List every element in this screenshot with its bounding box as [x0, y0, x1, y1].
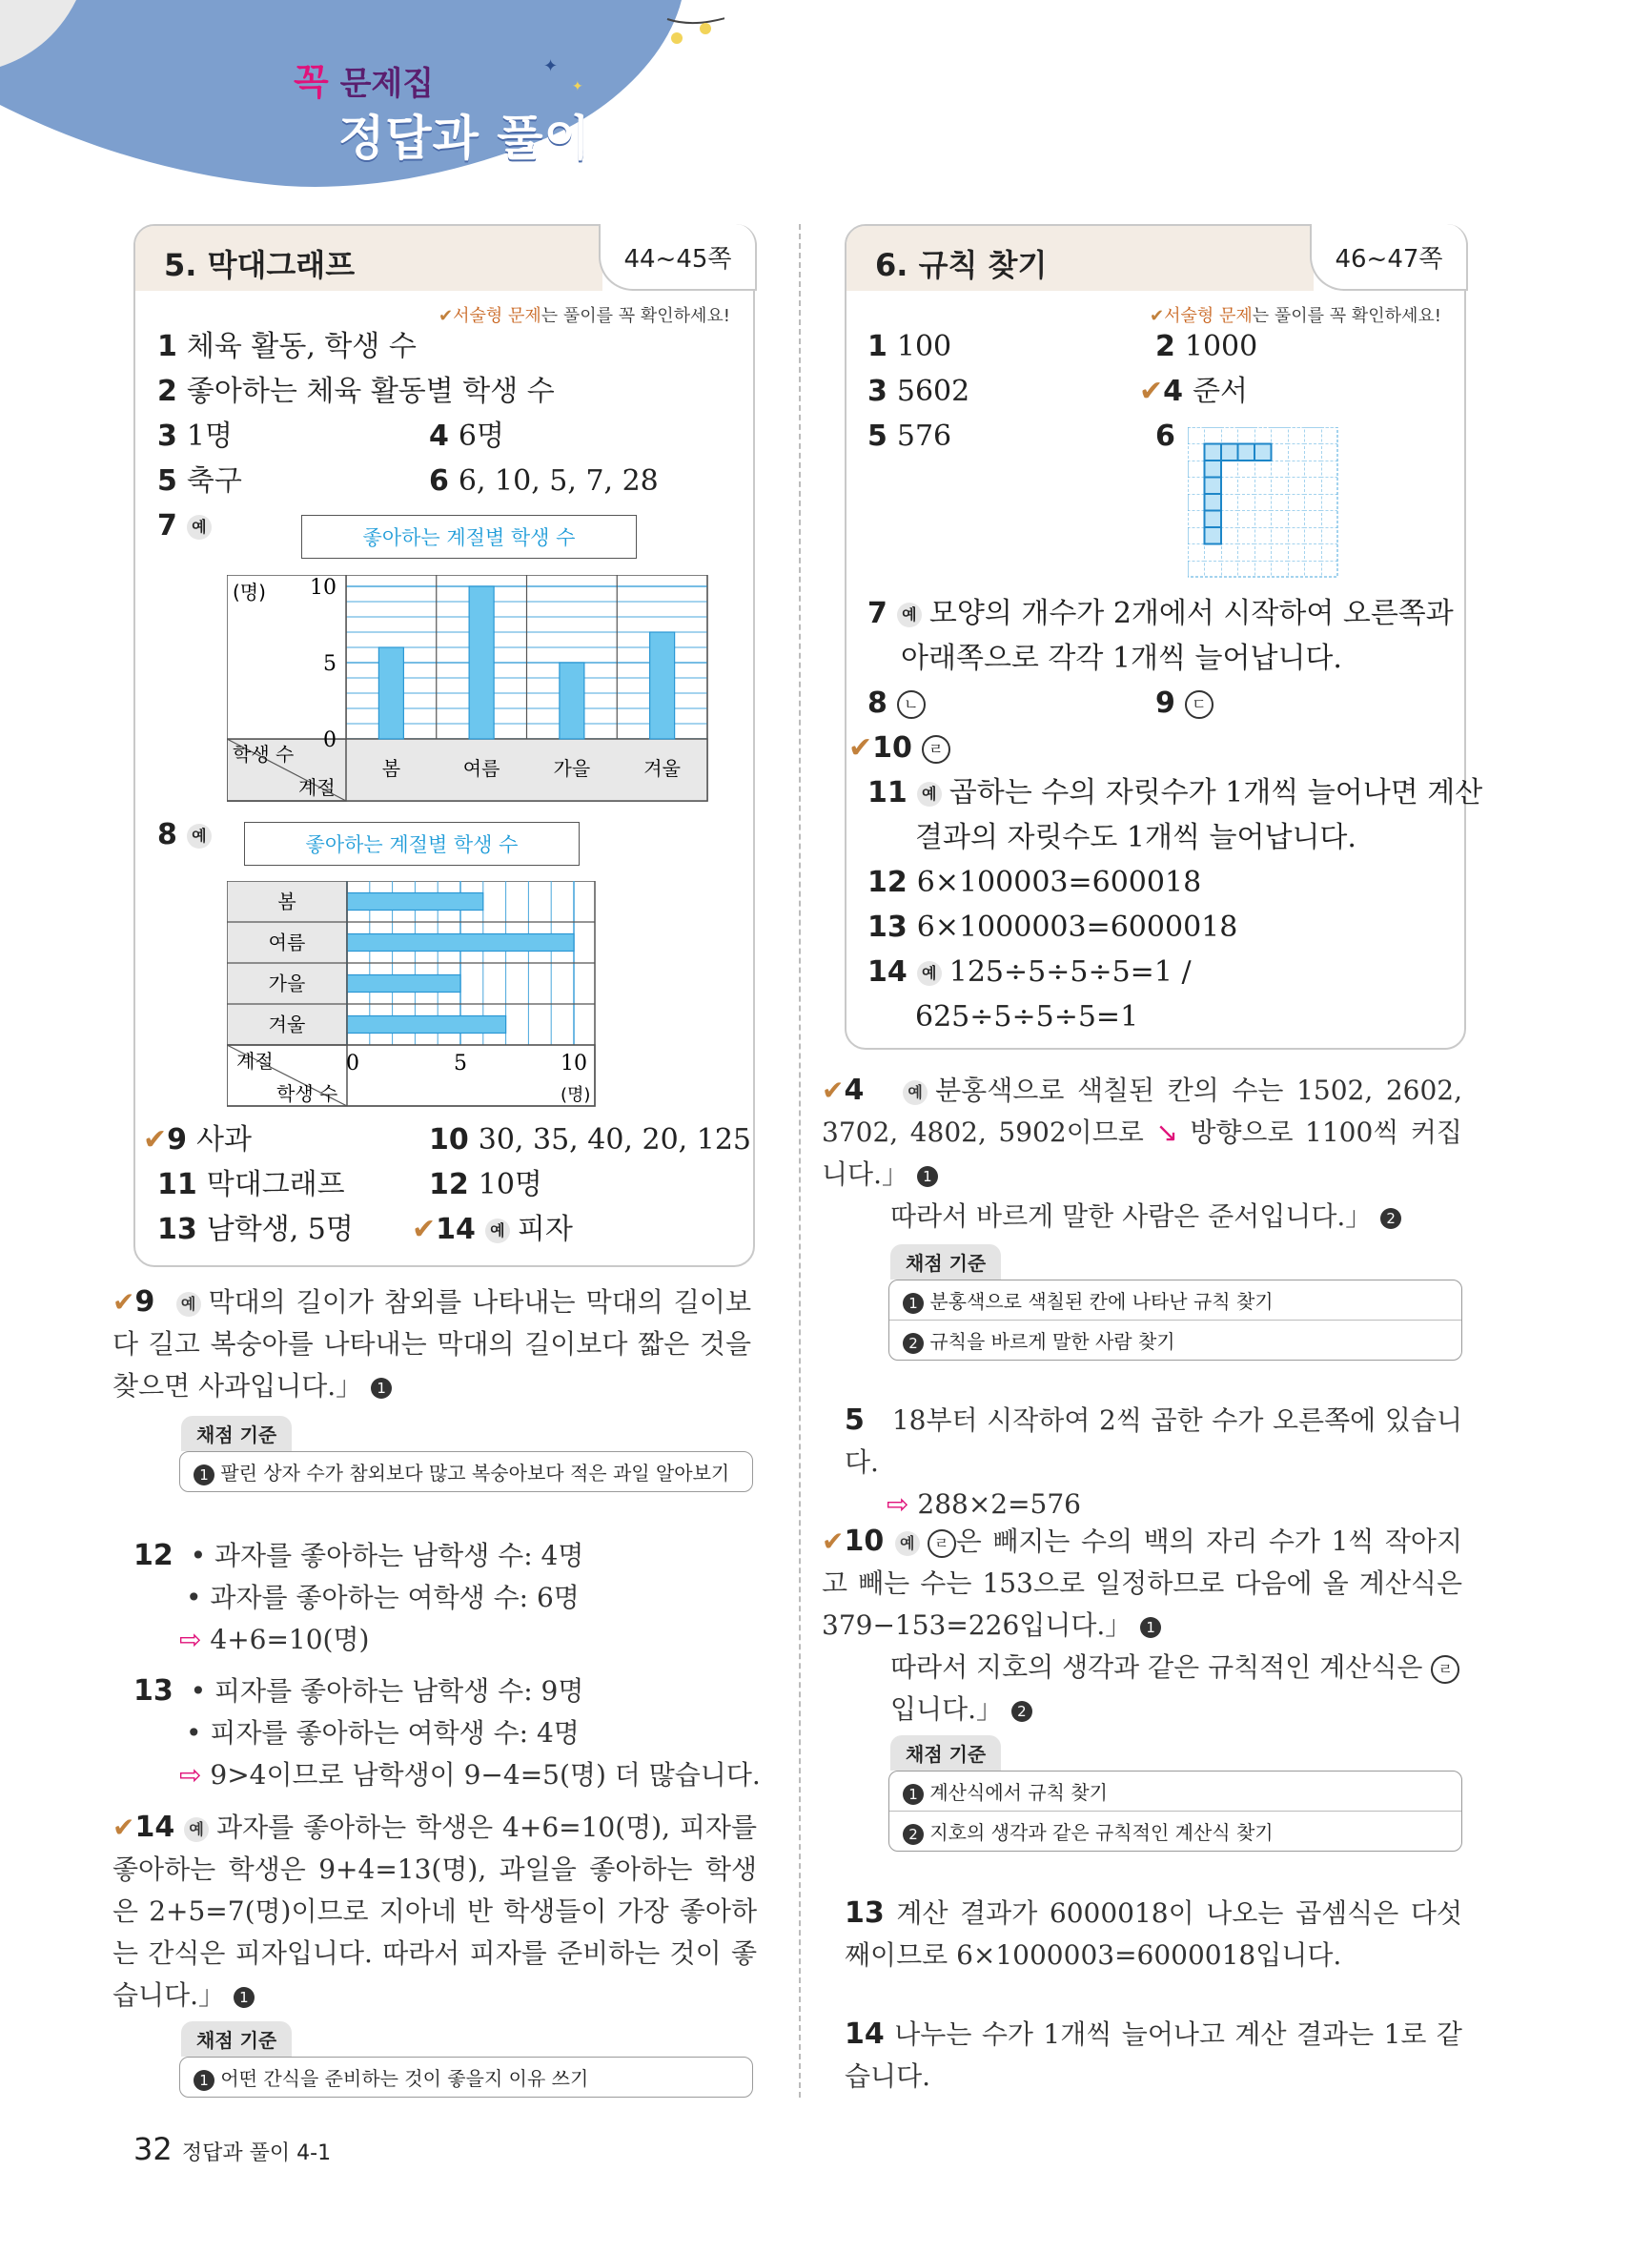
rubric-9: 1 팔린 상자 수가 참외보다 많고 복숭아보다 적은 과일 알아보기: [179, 1451, 753, 1492]
bar: [650, 632, 675, 739]
bar: [378, 647, 403, 739]
answer-1: 1 체육 활동, 학생 수: [157, 330, 417, 363]
bar-chart-vertical: [227, 575, 709, 804]
box-title: 5. 막대그래프: [164, 247, 356, 283]
r-solution-14: 14 나누는 수가 1개씩 늘어나고 계산 결과는 1로 같습니다.: [845, 2017, 1462, 2092]
answer-14: ✔14 예 피자: [412, 1213, 573, 1246]
category-label: 여름: [268, 931, 306, 954]
page-range: 46~47쪽: [1310, 224, 1468, 291]
bar-chart-horizontal: [227, 881, 599, 1110]
r-answer-14: 14 예 125÷5÷5÷5=1 /: [867, 955, 1192, 989]
r-answer-11-cont: 결과의 자릿수도 1개씩 늘어납니다.: [915, 821, 1356, 854]
chart1-corner-bottom: 계절: [298, 776, 336, 799]
category-label: 여름: [462, 757, 500, 780]
r-answer-6: 6: [1155, 420, 1175, 453]
answer-12: 12 10명: [429, 1168, 542, 1201]
solution-12: 12 • 과자를 좋아하는 남학생 수: 4명 • 과자를 좋아하는 여학생 수: 6명 ⇨ 4+6=10(명): [133, 1539, 584, 1655]
page-footer: [133, 2131, 331, 2167]
page-range: 44~45쪽: [599, 224, 757, 291]
category-label: 봄: [381, 757, 401, 780]
r-answer-5: 5 576: [867, 420, 952, 453]
bar: [560, 663, 584, 739]
essay-note: ✔서술형 문제는 풀이를 꼭 확인하세요!: [438, 306, 731, 326]
rubric-label-r10: 채점 기준: [890, 1735, 1001, 1771]
category-label: 겨울: [268, 1013, 306, 1036]
tick-label: 5: [454, 1052, 467, 1075]
chart2-title: 좋아하는 계절별 학생 수: [244, 822, 580, 866]
rubric-label-14: 채점 기준: [181, 2021, 292, 2057]
solution-13: 13 • 피자를 좋아하는 남학생 수: 9명 • 피자를 좋아하는 여학생 수: 4명 ⇨ 9>4이므로 남학생이 9−4=5(명) 더 많습니다.: [133, 1674, 761, 1791]
tick-label: 0: [323, 728, 337, 752]
answer-10: 10 30, 35, 40, 20, 125: [429, 1123, 751, 1157]
category-label: 봄: [277, 890, 296, 913]
r-answer-7: 7 예 모양의 개수가 2개에서 시작하여 오른쪽과: [867, 597, 1454, 630]
r-answer-10: ✔10 ㄹ: [848, 730, 950, 767]
svg-text:✦: ✦: [572, 79, 583, 94]
tick-label: 10: [310, 576, 337, 600]
answer-2: 2 좋아하는 체육 활동별 학생 수: [157, 375, 555, 408]
r-answer-12: 12 6×100003=600018: [867, 866, 1202, 899]
r-solution-4: ✔4 예 분홍색으로 색칠된 칸의 수는 1502, 2602, 3702, 4802, 5902이므로 ↘ 방향으로 1100씩 커집니다.」 1 따라서 바르게 말한 사람은 준서입니다.」 2: [822, 1074, 1462, 1232]
category-label: 가을: [268, 972, 306, 995]
tick-label: 10: [561, 1052, 587, 1075]
r-answer-2: 2 1000: [1155, 330, 1258, 363]
bar: [347, 975, 460, 993]
rubric-14: 1 어떤 간식을 준비하는 것이 좋을지 이유 쓰기: [179, 2057, 753, 2098]
solution-9: ✔9 예 막대의 길이가 참외를 나타내는 막대의 길이보다 길고 복숭아를 나타내는 막대의 길이보다 짧은 것을 찾으면 사과입니다.」 1: [112, 1285, 751, 1402]
pattern-grid: [1188, 427, 1340, 580]
chart1-corner-top: 학생 수: [233, 743, 295, 766]
page-number: 32: [133, 2131, 173, 2167]
r-solution-10: ✔10 예 ㄹ 은 빼지는 수의 백의 자리 수가 1씩 작아지고 빼는 수는 153으로 일정하므로 다음에 올 계산식은 379−153=226입니다.」 1 따라서 지호의 생각과 같은 규칙적인 계산식은 ㄹ 입니다.」 2: [822, 1525, 1462, 1725]
r-answer-7-cont: 아래쪽으로 각각 1개씩 늘어납니다.: [901, 642, 1342, 675]
rubric-r4: 1 분홍색으로 색칠된 칸에 나타난 규칙 찾기 2 규칙을 바르게 말한 사람 찾기: [888, 1280, 1462, 1361]
answer-6: 6 6, 10, 5, 7, 28: [429, 464, 659, 498]
answer-9: ✔9 사과: [143, 1123, 252, 1157]
r-solution-13: 13 계산 결과가 6000018이 나오는 곱셈식은 다섯째이므로 6×1000003=6000018입니다.: [845, 1896, 1462, 1971]
bar: [469, 586, 494, 739]
r-answer-3: 3 5602: [867, 375, 970, 408]
r-answer-4: ✔4 준서: [1139, 375, 1248, 408]
chart2-corner-top: 계절: [236, 1050, 274, 1073]
rubric-label-r4: 채점 기준: [890, 1244, 1001, 1280]
page-title: 정답과 풀이: [338, 111, 591, 166]
r-answer-9: 9 ㄷ: [1155, 686, 1214, 722]
answer-8: 8 예: [157, 817, 219, 853]
tick-label: 0: [346, 1052, 359, 1075]
column-divider: [799, 224, 801, 2098]
rubric-r10: 1 계산식에서 규칙 찾기 2 지호의 생각과 같은 규칙적인 계산식 찾기: [888, 1771, 1462, 1852]
answer-13: 13 남학생, 5명: [157, 1213, 354, 1246]
r-answer-14-cont: 625÷5÷5÷5=1: [915, 1000, 1139, 1034]
svg-text:✦: ✦: [543, 56, 559, 76]
r-answer-11: 11 예 곱하는 수의 자릿수가 1개씩 늘어나면 계산: [867, 776, 1483, 809]
brand-logo: 꼭 문제집: [294, 61, 435, 103]
solution-14: ✔14 예 과자를 좋아하는 학생은 4+6=10(명), 피자를 좋아하는 학생은 9+4=13(명), 과일을 좋아하는 학생은 2+5=7(명)이므로 지아네 반 학생들이 가장 좋아하는 간식은 피자입니다. 따라서 피자를 준비하는 것이 좋습니다.」 1: [112, 1811, 758, 2011]
r-answer-8: 8 ㄴ: [867, 686, 926, 722]
bar: [347, 893, 483, 911]
answer-3: 3 1명: [157, 420, 233, 453]
category-label: 가을: [553, 757, 591, 780]
bar: [347, 1016, 506, 1034]
chart2-corner-bottom: 학생 수: [276, 1082, 338, 1105]
answer-11: 11 막대그래프: [157, 1168, 345, 1201]
box-title: 6. 규칙 찾기: [875, 247, 1048, 283]
rubric-label-9: 채점 기준: [181, 1416, 292, 1451]
r-solution-5: 5 18부터 시작하여 2씩 곱한 수가 오른쪽에 있습니다. ⇨ 288×2=576: [845, 1403, 1462, 1520]
bar: [347, 934, 574, 952]
r-answer-1: 1 100: [867, 330, 952, 363]
answer-5: 5 축구: [157, 464, 242, 498]
category-label: 겨울: [643, 757, 681, 780]
chart2-unit: (명): [561, 1085, 591, 1105]
answer-4: 4 6명: [429, 420, 504, 453]
chart1-unit: (명): [233, 581, 266, 604]
footer-label: 정답과 풀이 4-1: [181, 2141, 332, 2165]
answer-7: 7 예: [157, 508, 219, 544]
chart1-title: 좋아하는 계절별 학생 수: [301, 515, 637, 559]
tick-label: 5: [323, 652, 337, 676]
essay-note: ✔서술형 문제는 풀이를 꼭 확인하세요!: [1150, 306, 1442, 326]
r-answer-13: 13 6×1000003=6000018: [867, 911, 1238, 944]
